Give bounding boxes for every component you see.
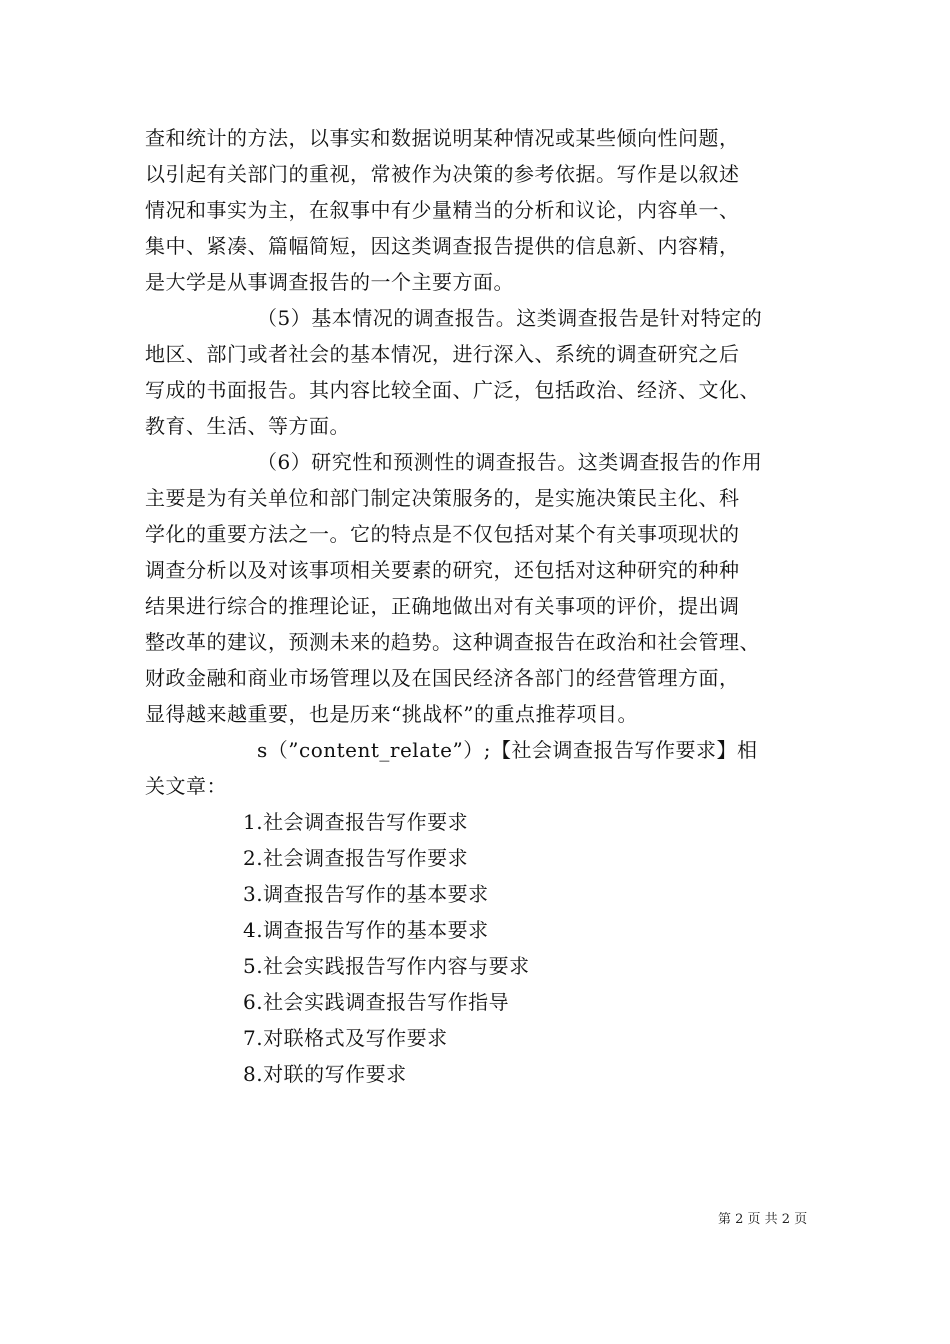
text-line: （6）研究性和预测性的调查报告。这类调查报告的作用	[257, 450, 763, 474]
page-number-footer: 第 2 页 共 2 页	[718, 1212, 808, 1227]
text-line: 查和统计的方法，以事实和数据说明某种情况或某些倾向性问题，	[145, 126, 740, 150]
related-articles-intro	[145, 732, 817, 804]
text-line: 以引起有关部门的重视，常被作为决策的参考依据。写作是以叙述	[145, 162, 740, 186]
related-article-link[interactable]: 6.社会实践调查报告写作指导	[243, 990, 510, 1014]
paragraph-continuation	[145, 120, 817, 300]
text-line: 财政金融和商业市场管理以及在国民经济各部门的经营管理方面，	[145, 666, 740, 690]
related-article-link[interactable]: 3.调查报告写作的基本要求	[243, 882, 489, 906]
related-article-link[interactable]: 7.对联格式及写作要求	[243, 1026, 448, 1050]
related-articles-list	[145, 804, 817, 1092]
related-article-link[interactable]: 5.社会实践报告写作内容与要求	[243, 954, 530, 978]
text-line: 结果进行综合的推理论证，正确地做出对有关事项的评价，提出调	[145, 594, 740, 618]
text-line: 显得越来越重要，也是历来“挑战杯”的重点推荐项目。	[145, 702, 638, 726]
document-body	[145, 120, 817, 1092]
text-line: 教育、生活、等方面。	[145, 414, 350, 438]
text-line: 关文章：	[145, 774, 227, 798]
section-5-basic-survey	[145, 300, 817, 444]
text-line: 是大学是从事调查报告的一个主要方面。	[145, 270, 514, 294]
related-article-link[interactable]: 1.社会调查报告写作要求	[243, 810, 469, 834]
related-article-link[interactable]: 2.社会调查报告写作要求	[243, 846, 469, 870]
text-line: （5）基本情况的调查报告。这类调查报告是针对特定的	[257, 306, 763, 330]
text-line: 整改革的建议，预测未来的趋势。这种调查报告在政治和社会管理、	[145, 630, 760, 654]
text-line: 主要是为有关单位和部门制定决策服务的，是实施决策民主化、科	[145, 486, 740, 510]
text-line: s（”content_relate”）;【社会调查报告写作要求】相	[257, 738, 758, 762]
text-line: 集中、紧凑、篇幅简短，因这类调查报告提供的信息新、内容精，	[145, 234, 740, 258]
related-article-link[interactable]: 8.对联的写作要求	[243, 1062, 407, 1086]
related-article-link[interactable]: 4.调查报告写作的基本要求	[243, 918, 489, 942]
text-line: 情况和事实为主，在叙事中有少量精当的分析和议论，内容单一、	[145, 198, 740, 222]
text-line: 写成的书面报告。其内容比较全面、广泛，包括政治、经济、文化、	[145, 378, 760, 402]
text-line: 调查分析以及对该事项相关要素的研究，还包括对这种研究的种种	[145, 558, 740, 582]
section-6-research-forecast	[145, 444, 817, 732]
text-line: 学化的重要方法之一。它的特点是不仅包括对某个有关事项现状的	[145, 522, 740, 546]
text-line: 地区、部门或者社会的基本情况，进行深入、系统的调查研究之后	[145, 342, 740, 366]
